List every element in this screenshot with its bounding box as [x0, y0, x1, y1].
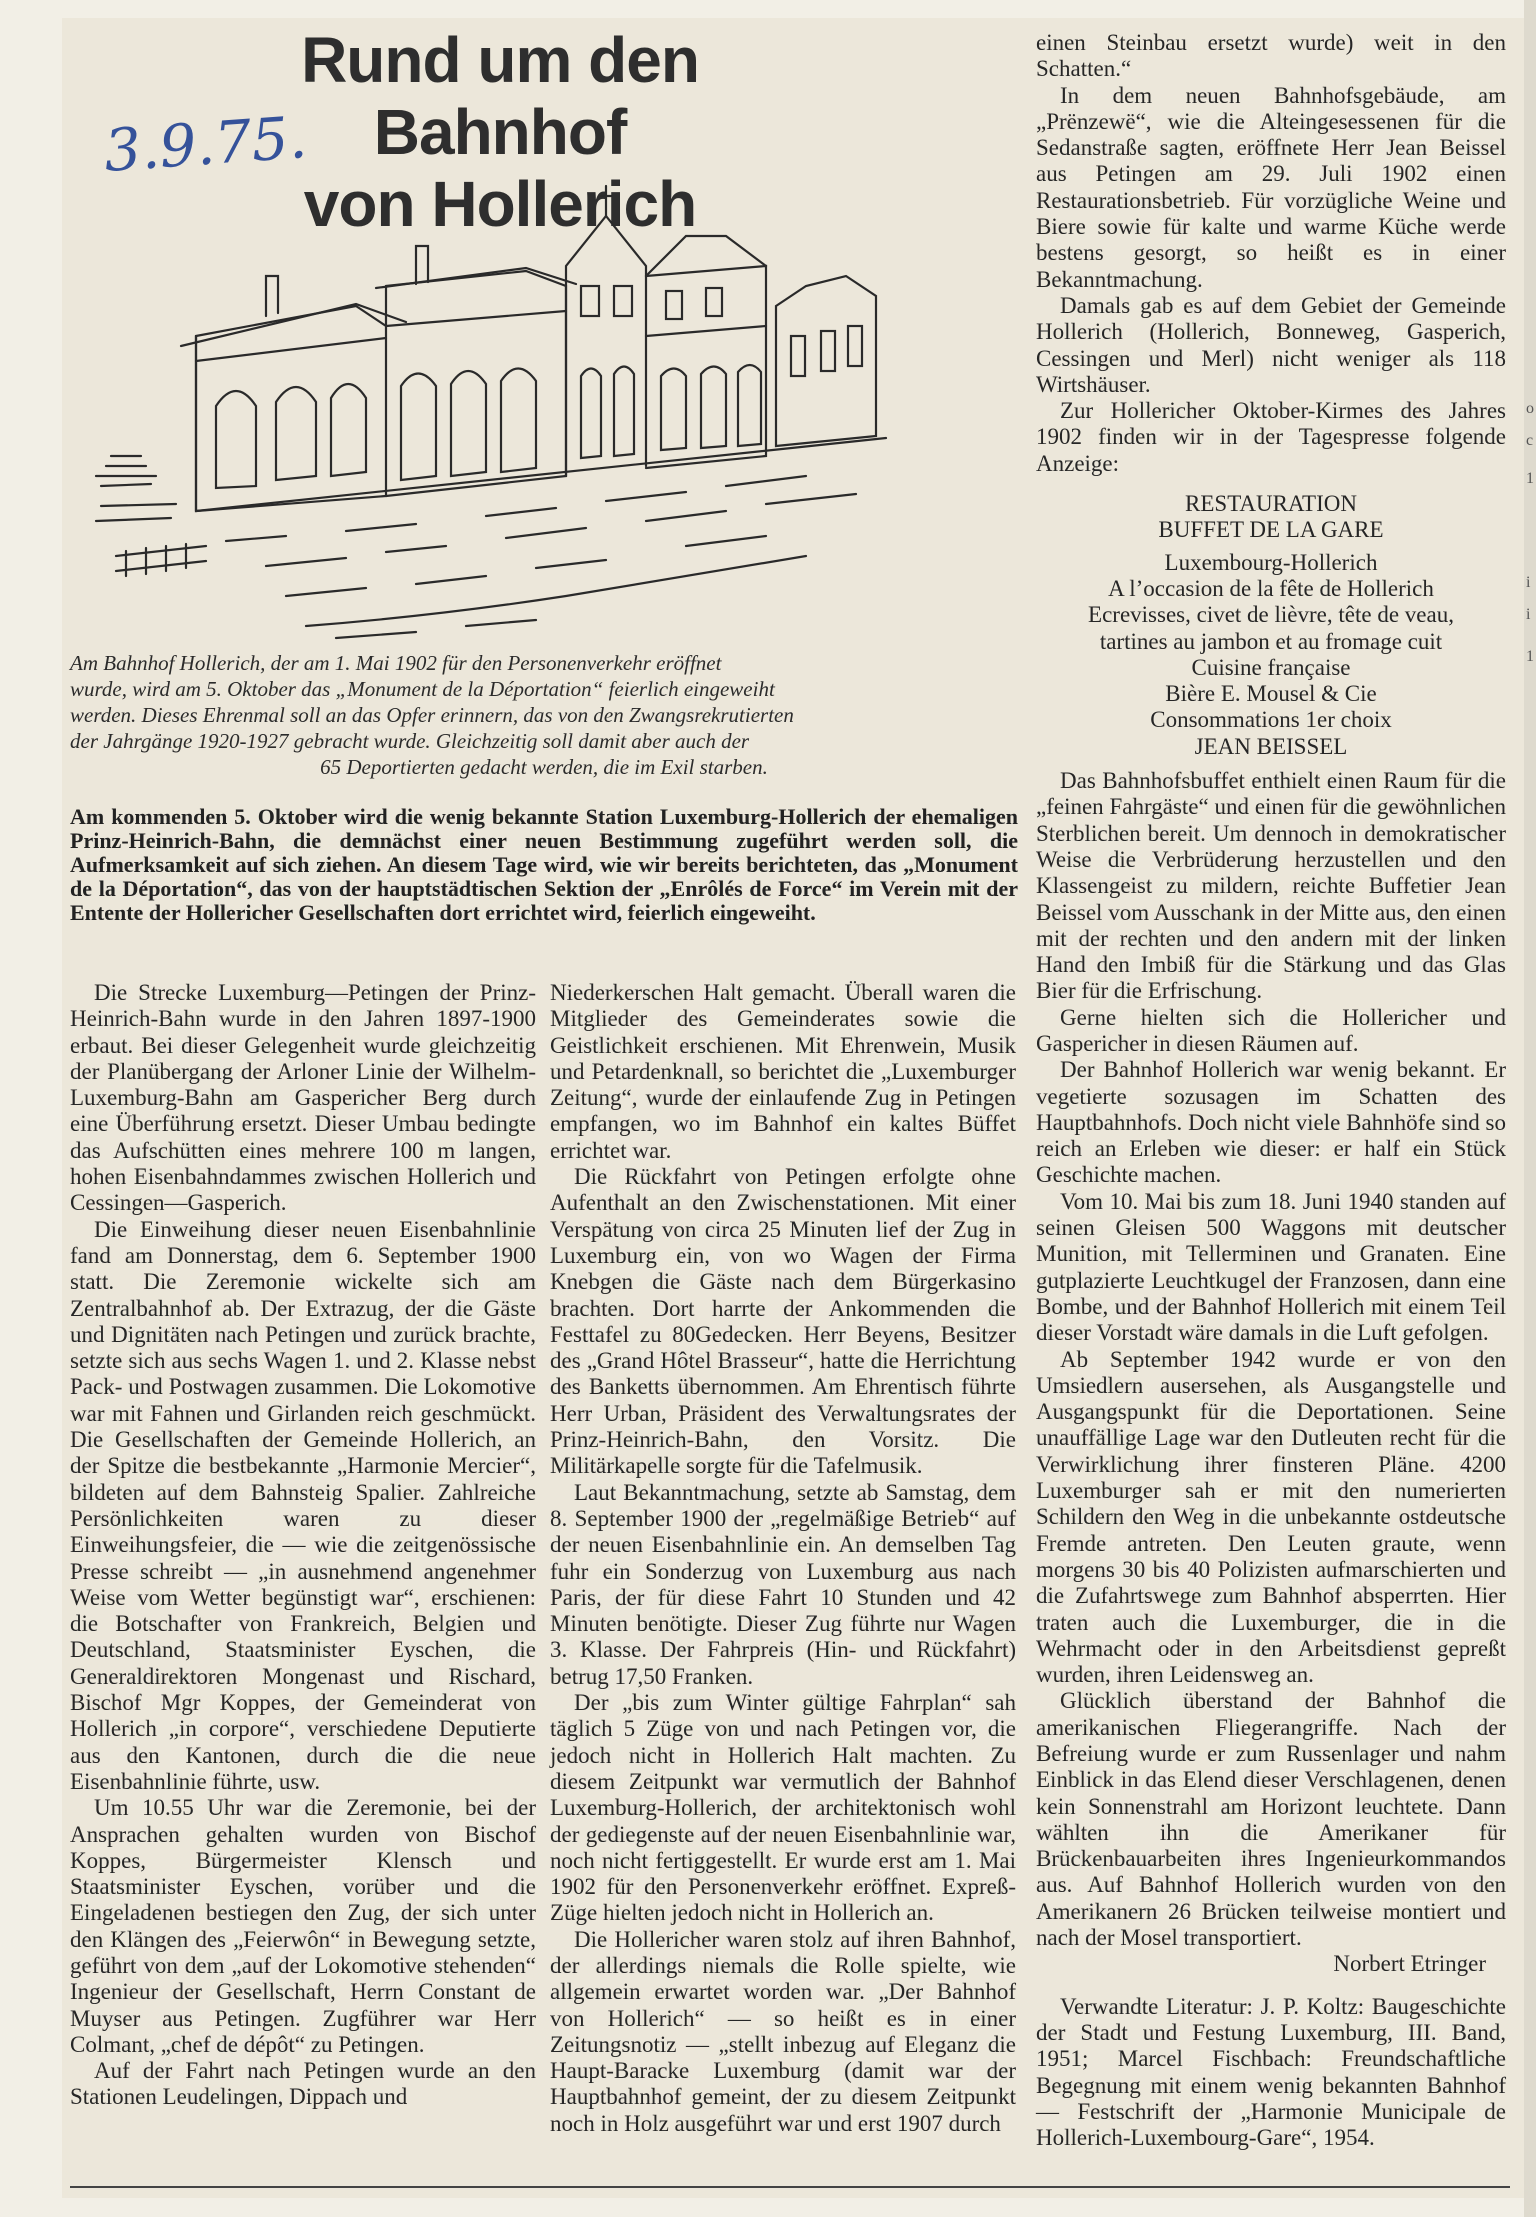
headline-line-1: Rund um den Bahnhof	[301, 24, 699, 168]
paragraph: Gerne hielten sich die Hollericher und Gaspericher in diesen Räumen auf.	[1036, 1004, 1506, 1056]
ad-line: Ecrevisses, civet de lièvre, tête de veau,	[1088, 602, 1454, 628]
paragraph: Auf der Fahrt nach Petingen wurde an den Stationen Leudelingen, Dippach und	[70, 2058, 536, 2110]
edge-letter: i	[1526, 606, 1531, 623]
edge-letter: 1	[1526, 648, 1534, 665]
ad-line: Cuisine française	[1191, 654, 1351, 680]
paragraph: Die Strecke Luxemburg—Petingen der Prinz-Heinrich-Bahn wurde in den Jahren 1897-1900 erbaut. Bei dieser Gelegenheit wurde gleichzeitig der Planübergang der Arloner Linie der Wilhelm-Luxemburg-Bahn am Gaspericher Berg durch eine Überführung ersetzt. Dieser Umbau bedingte das Aufschütten eines mehrere 100 m langen, hohen Eisenbahndammes zwischen Hollerich und Cessingen—Gasperich.	[70, 980, 536, 1216]
edge-letter: c	[1526, 432, 1534, 449]
paragraph: einen Steinbau ersetzt wurde) weit in den Schatten.“	[1036, 30, 1506, 82]
ad-line: Consommations 1er choix	[1150, 707, 1392, 733]
paragraph: Ab September 1942 wurde er von den Umsiedlern ausersehen, als Ausgangstelle und Ausgangspunkt für die Deportationen. Seine unauffällige Lage war den Dutleuten recht für die Verwirklichung ihrer finsteren Pläne. 4200 Luxemburger sah er mit den numerierten Schildern den Weg in die unbekannte ostdeutsche Fremde antreten. Den Leuten graute, wenn morgens 30 bis 40 Polizisten aufmarschierten und die Zufahrtswege zum Bahnhof absperrten. Hier traten auch die Luxemburger, die in die Wehrmacht oder in den Arbeitsdienst gepreßt wurden, ihren Leidensweg an.	[1036, 1346, 1506, 1688]
edge-letter: i	[1526, 574, 1531, 591]
paragraph: Laut Bekanntmachung, setzte ab Samstag, dem 8. September 1900 der „regelmäßige Betrieb“ auf der neuen Eisenbahnlinie ein. An demselben Tag fuhr ein Sonderzug von Luxemburg aus nach Paris, der für diese Fahrt 10 Stunden und 42 Minuten benötigte. Dieser Zug führte nur Wagen 3. Klasse. Der Fahrpreis (Hin- und Rückfahrt) betrug 17,50 Franken.	[550, 1479, 1016, 1689]
caption-line: werden. Dieses Ehrenmal soll an das Opfer erinnern, das von den Zwangsrekrutierten	[70, 703, 794, 727]
caption-line: 65 Deportierten gedacht werden, die im Exil starben.	[320, 755, 768, 779]
paragraph: Der Bahnhof Hollerich war wenig bekannt. Er vegetierte sozusagen im Schatten des Hauptbahnhofs. Doch nicht viele Bahnhöfe sind so reich an Erleben wie dieser: er half ein Stück Geschichte machen.	[1036, 1057, 1506, 1188]
paragraph: Glücklich überstand der Bahnhof die amerikanischen Fliegerangriffe. Nach der Befreiung wurde er zum Russenlager und nahm Einblick in das Elend dieser Verschlagenen, denen kein Sonnenstrahl am Horizont leuchtete. Dann wählten ihn die Amerikaner für Brückenbauarbeiten ihres Ingenieurkommandos aus. Auf Bahnhof Hollerich wurden von den Amerikanern 26 Brücken teilweise montiert und nach der Mosel transportiert.	[1036, 1688, 1506, 1951]
paragraph: Damals gab es auf dem Gebiet der Gemeinde Hollerich (Hollerich, Bonneweg, Gasperich, Cessingen und Merl) nicht weniger als 118 Wirtshäuser.	[1036, 292, 1506, 397]
headline-line-2: von Hollerich	[303, 168, 697, 240]
image-caption	[70, 650, 1018, 780]
paragraph: Die Rückfahrt von Petingen erfolgte ohne Aufenthalt an den Zwischenstationen. Mit einer Verspätung von circa 25 Minuten lief der Zug in Luxemburg ein, von wo Wagen der Firma Knebgen die Gäste nach dem Bürgerkasino brachten. Dort harrte der Ankommenden die Festtafel zu 80Gedecken. Herr Beyens, Besitzer des „Grand Hôtel Brasseur“, hatte die Herrichtung des Banketts übernommen. Am Ehrentisch führte Herr Urban, Präsident des Verwaltungsrates der Prinz-Heinrich-Bahn, den Vorsitz. Die Militärkapelle sorgte für die Tafelmusik.	[550, 1164, 1016, 1479]
bottom-rule	[70, 2186, 1510, 2188]
caption-line: wurde, wird am 5. Oktober das „Monument de la Déportation“ feierlich eingeweiht	[70, 677, 775, 701]
paragraph: Vom 10. Mai bis zum 18. Juni 1940 standen auf seinen Gleisen 500 Waggons mit deutscher Munition, mit Tellerminen und Granaten. Eine gutplazierte Leuchtkugel der Franzosen, dann eine Bombe, und der Bahnhof Hollerich mit einem Teil dieser Vorstadt wäre damals in die Luft gefolgen.	[1036, 1188, 1506, 1346]
edge-letter: o	[1526, 400, 1534, 417]
column-1	[70, 980, 536, 2111]
caption-line: Am Bahnhof Hollerich, der am 1. Mai 1902 für den Personenverkehr eröffnet	[70, 651, 722, 675]
ad-line: BUFFET DE LA GARE	[1158, 517, 1384, 543]
paragraph: Um 10.55 Uhr war die Zeremonie, bei der Ansprachen gehalten wurden von Bischof Koppes, Bürgermeister Klensch und Staatsminister Eyschen, vorüber und die Eingeladenen bestiegen den Zug, der sich unter den Klängen des „Feierwôn“ in Bewegung setzte, geführt von dem „auf der Lokomotive stehenden“ Ingenieur der Gesellschaft, Herrn Constant de Muyser aus Petingen. Zugführer war Herr Colmant, „chef de dépôt“ zu Petingen.	[70, 1795, 536, 2057]
adjacent-page-edge	[1524, 0, 1536, 2217]
ad-line: RESTAURATION	[1185, 491, 1357, 517]
column-2	[550, 980, 1016, 2137]
handwritten-date: 3.9.75.	[101, 103, 310, 185]
paragraph: Niederkerschen Halt gemacht. Überall waren die Mitglieder des Gemeinderates sowie die Geistlichkeit erschienen. Mit Ehrenwein, Musik und Petardenknall, so berichtet die „Luxemburger Zeitung“, wurde der einlaufende Zug in Petingen empfangen, wo im Bahnhof ein kaltes Büffet errichtet war.	[550, 980, 1016, 1163]
paragraph: Die Einweihung dieser neuen Eisenbahnlinie fand am Donnerstag, dem 6. September 1900 statt. Die Zeremonie wickelte sich am Zentralbahnhof ab. Der Extrazug, der die Gäste und Dignitäten nach Petingen und zurück brachte, setzte sich aus sechs Wagen 1. und 2. Klasse nebst Pack- und Postwagen zusammen. Die Lokomotive war mit Fahnen und Girlanden reich geschmückt. Die Gesellschaften der Gemeinde Hollerich, an der Spitze die bestbekannte „Harmonie Mercier“, bildeten auf dem Bahnsteig Spalier. Zahlreiche Persönlichkeiten waren zu dieser Einweihungsfeier, die — wie die zeitgenössische Presse schreibt — „in ausnehmend angenehmer Weise vom Wetter begünstigt war“, erschienen: die Botschafter von Frankreich, Belgien und Deutschland, Staatsminister Eyschen, die Generaldirektoren Mongenast und Rischard, Bischof Mgr Koppes, der Gemeinderat von Hollerich „in corpore“, verschiedene Deputierte aus den Kantonen, durch die die neue Eisenbahnlinie führte, usw.	[70, 1216, 536, 1794]
paragraph: In dem neuen Bahnhofsgebäude, am „Prënzewë“, wie die Alteingesessenen für die Sedanstraße sagten, eröffnete Herr Jean Beissel aus Petingen am 29. Juli 1902 einen Restaurationsbetrieb. Für vorzügliche Weine und Biere sowie für kalte und warme Küche werde bestens gesorgt, so heißt es in einer Bekanntmachung.	[1036, 82, 1506, 292]
paragraph: Die Hollericher waren stolz auf ihren Bahnhof, der allerdings niemals die Rolle spielte, wie allgemein erwartet worden war. „Der Bahnhof von Hollerich“ — so heißt es in einer Zeitungsnotiz — „stellt inbezug auf Eleganz die Haupt-Baracke Luxemburg (damit war der Hauptbahnhof gemeint, der zu diesem Zeitpunkt noch in Holz ausgeführt war und erst 1907 durch	[550, 1926, 1016, 2136]
lead-paragraph: Am kommenden 5. Oktober wird die wenig bekannte Station Luxemburg-Hollerich der ehemaligen Prinz-Heinrich-Bahn, die demnächst einer neuen Bestimmung zugeführt werden soll, die Aufmerksamkeit auf sich ziehen. An diesem Tage wird, wie wir bereits berichteten, das „Monument de la Déportation“, das von der hauptstädtischen Sektion der „Enrôlés de Force“ im Verein mit der Entente der Hollericher Gesellschaften dort errichtet wird, feierlich eingeweiht.	[70, 804, 1018, 925]
station-illustration	[86, 176, 986, 646]
ad-line: Bière E. Mousel & Cie	[1165, 681, 1377, 707]
paragraph: Der „bis zum Winter gültige Fahrplan“ sah täglich 5 Züge von und nach Petingen vor, die jedoch nicht in Hollerich Halt machten. Zu diesem Zeitpunkt war vermutlich der Bahnhof Luxemburg-Hollerich, der architektonisch wohl der gediegenste auf der neuen Eisenbahnlinie war, noch nicht fertiggestellt. Er wurde erst am 1. Mai 1902 für den Personenverkehr eröffnet. Expreß-Züge hielten jedoch nicht in Hollerich an.	[550, 1690, 1016, 1926]
literature-note: Verwandte Literatur: J. P. Koltz: Baugeschichte der Stadt und Festung Luxemburg, III. Band, 1951; Marcel Fischbach: Freundschaftliche Begegnung mit einem wenig bekannten Bahnhof — Festschrift der „Harmonie Municipale de Hollerich-Luxembourg-Gare“, 1954.	[1036, 1993, 1506, 2151]
ad-line: JEAN BEISSEL	[1194, 733, 1348, 759]
ad-line: tartines au jambon et au fromage cuit	[1099, 628, 1443, 654]
paragraph: Das Bahnhofsbuffet enthielt einen Raum für die „feinen Fahrgäste“ und einen für die gewöhnlichen Sterblichen bereit. Um dennoch in demokratischer Weise die Verbrüderung herzustellen und den Klassengeist zu mildern, reichte Buffetier Jean Beissel vom Ausschank in der Mitte aus, den einen mit der rechten und den andern mit der linken Hand den Imbiß für die Stärkung und das Glas Bier für die Erfrischung.	[1036, 768, 1506, 1004]
column-3	[1036, 30, 1506, 2151]
advertisement	[1036, 491, 1506, 760]
ad-line: Luxembourg-Hollerich	[1164, 549, 1378, 575]
edge-letter: 1	[1526, 470, 1534, 487]
caption-line: der Jahrgänge 1920-1927 gebracht wurde. Gleichzeitig soll damit aber auch der	[70, 729, 750, 753]
author-signature: Norbert Etringer	[1333, 1951, 1486, 1977]
ad-line: A l’occasion de la fête de Hollerich	[1108, 575, 1434, 601]
paragraph: Zur Hollericher Oktober-Kirmes des Jahres 1902 finden wir in der Tagespresse folgende Anzeige:	[1036, 398, 1506, 476]
